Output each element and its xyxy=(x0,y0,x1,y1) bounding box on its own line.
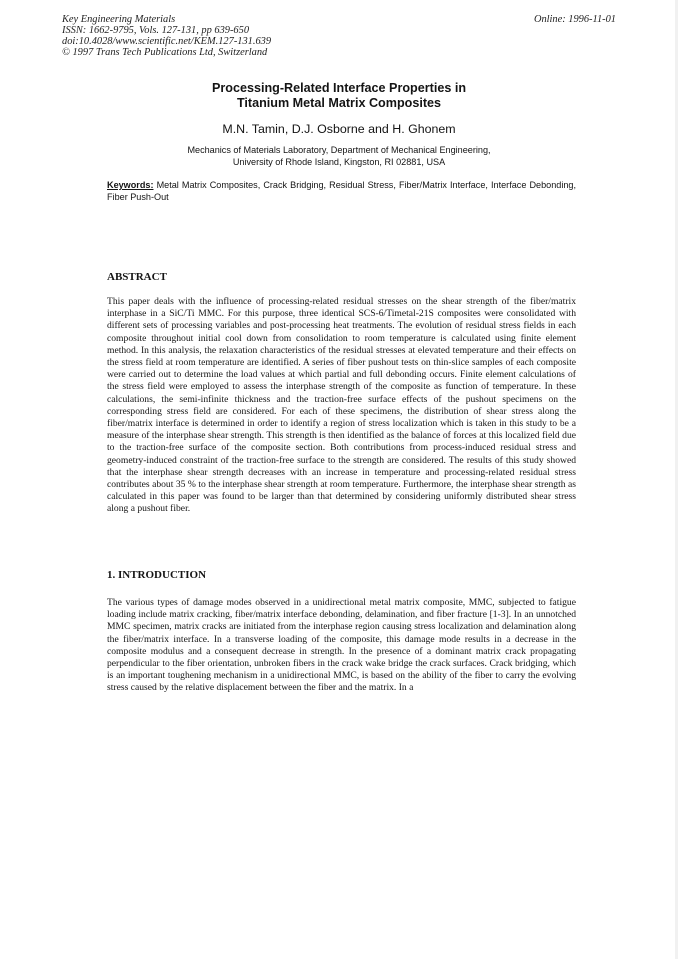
introduction-body xyxy=(107,597,576,695)
issn-line: ISSN: 1662-9795, Vols. 127-131, pp 639-650 xyxy=(62,25,250,36)
doi-line: doi:10.4028/www.scientific.net/KEM.127-131.639 xyxy=(62,36,272,47)
affiliation-line-2: University of Rhode Island, Kingston, RI 02881, USA xyxy=(232,156,446,167)
journal-name: Key Engineering Materials xyxy=(62,14,176,25)
journal-header xyxy=(62,14,271,58)
title-line-1: Processing-Related Interface Properties in xyxy=(211,81,467,95)
keywords-list: Metal Matrix Composites, Crack Bridging, Residual Stress, Fiber/Matrix Interface, Interface Debonding, Fiber Push-Out xyxy=(107,180,576,202)
introduction-text: The various types of damage modes observed in a unidirectional metal matrix composite, MMC, subjected to fatigue loading include matrix cracking, fiber/matrix interface debonding, delamination, and fiber fracture [1-3]. In an unnotched MMC specimen, matrix cracks are initiated from the interphase region causing stress localization and delamination along the fiber/matrix interface. In a transverse loading of the composite, this damage mode results in a decrease in the composite modulus and a consequent decrease in strength. In the presence of a dominant matrix crack propagating perpendicular to the fiber orientation, unbroken fibers in the crack wake bridge the crack surfaces. Crack bridging, which is an important toughening mechanism in a unidirectional MMC, is based on the ability of the fiber to carry the evolving stress caused by the relative displacement between the fiber and the matrix. In a xyxy=(107,597,576,694)
abstract-body xyxy=(107,296,576,516)
introduction-heading: 1. INTRODUCTION xyxy=(107,569,207,581)
title-line-2: Titanium Metal Matrix Composites xyxy=(236,96,442,110)
affiliation-line-1: Mechanics of Materials Laboratory, Department of Mechanical Engineering, xyxy=(187,145,491,155)
keywords-label: Keywords: xyxy=(107,180,154,190)
affiliation xyxy=(0,145,678,168)
abstract-text: This paper deals with the influence of processing-related residual stresses on the shear strength of the fiber/matrix interphase in a SiC/Ti MMC. For this purpose, three identical SCS-6/Timetal-21S composites were consolidated with different sets of processing variables and post-processing heat treatments. The evolution of residual stress fields in each composite throughout initial cool down from consolidation to room temperature is calculated using finite element method. In this analysis, the relaxation characteristics of the residual stresses at elevated temperature and their effects on the stress field at room temperature are identified. A series of fiber pushout tests on thin-slice samples of each composite were carried out to determine the load values at which partial and full debonding occurs. Finite element calculations of the stress field were employed to assess the interphase strength of the composite as function of temperature. In these calculations, the semi-infinite thickness and the traction-free surface effects of the pushout specimens on the corresponding stress field are considered. For each of these specimens, the distribution of shear stress along the fiber/matrix interface is determined in order to identify a region of stress localization which is taken in this study to be a measure of the interphase shear strength. This strength is then identified as the balance of forces at this localized field due to the traction-free surface of the composite section. Both contributions from process-induced residual stress and geometry-induced constraint of the traction-free surface to the strength are considered. The results of this study showed that the interphase shear strength decreases with an increase in temperature and processing-related residual stress contributes about 35 % to the interphase shear strength at room temperature. Furthermore, the interphase shear strength as calculated in this paper was found to be larger than that determined by considering uniformly distributed shear stress along a pushout fiber. xyxy=(107,296,576,515)
paper-title xyxy=(0,81,678,111)
online-date: Online: 1996-11-01 xyxy=(533,14,616,25)
abstract-heading: ABSTRACT xyxy=(107,271,167,283)
authors: M.N. Tamin, D.J. Osborne and H. Ghonem xyxy=(222,122,456,136)
keywords xyxy=(107,179,576,203)
copyright-line: © 1997 Trans Tech Publications Ltd, Switzerland xyxy=(62,47,268,58)
